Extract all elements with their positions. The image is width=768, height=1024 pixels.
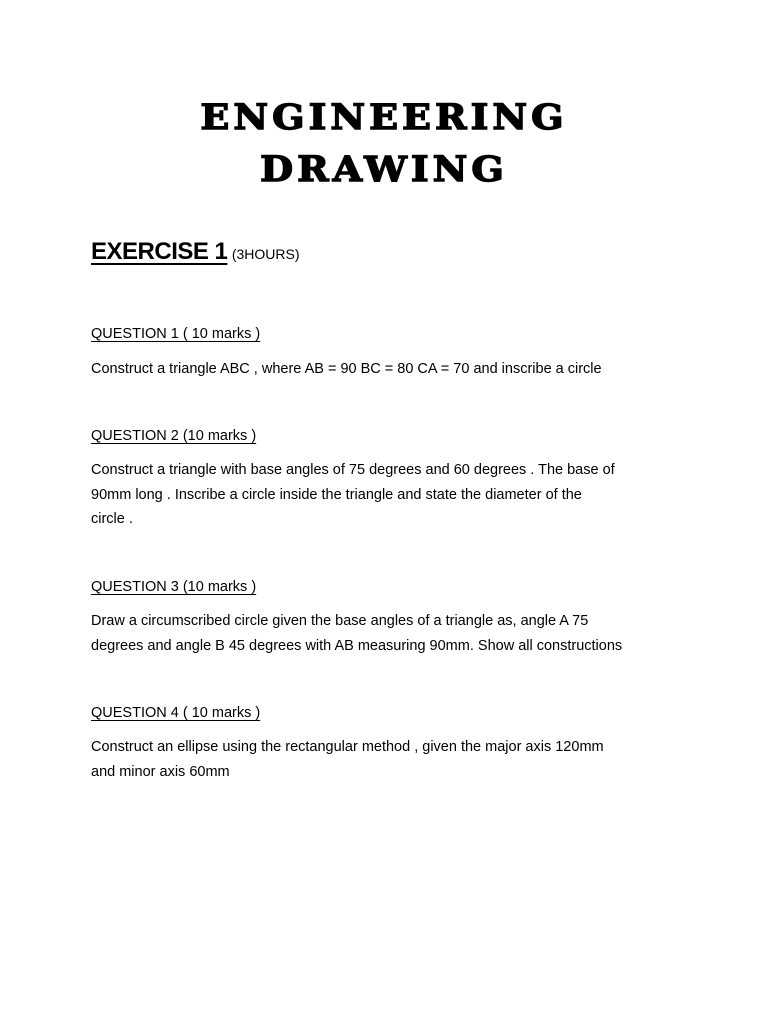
question-2-heading: QUESTION 2 (10 marks ): [91, 428, 257, 444]
question-1-body: Construct a triangle ABC , where AB = 90 BC = 80 CA = 70 and inscribe a circle: [91, 361, 602, 377]
question-4-heading: QUESTION 4 ( 10 marks ): [91, 705, 261, 721]
question-1-heading: QUESTION 1 ( 10 marks ): [91, 326, 261, 342]
question-2-body: Construct a triangle with base angles of 75 degrees and 60 degrees . The base of 90mm long . Inscribe a circle inside the triangle and state the diameter of the circle .: [91, 462, 615, 527]
document-title-line-2: DRAWING: [260, 147, 508, 190]
exercise-heading: [91, 240, 300, 264]
question-3-heading: QUESTION 3 (10 marks ): [91, 579, 257, 595]
question-4-body: Construct an ellipse using the rectangular method , given the major axis 120mm and minor axis 60mm: [91, 739, 604, 780]
exercise-duration: (3HOURS): [231, 246, 300, 262]
document-title-line-1: ENGINEERING: [200, 95, 568, 138]
exercise-label: EXERCISE 1: [91, 238, 228, 265]
question-3-body: Draw a circumscribed circle given the base angles of a triangle as, angle A 75 degrees and angle B 45 degrees with AB measuring 90mm. Show all constructions: [91, 613, 623, 654]
